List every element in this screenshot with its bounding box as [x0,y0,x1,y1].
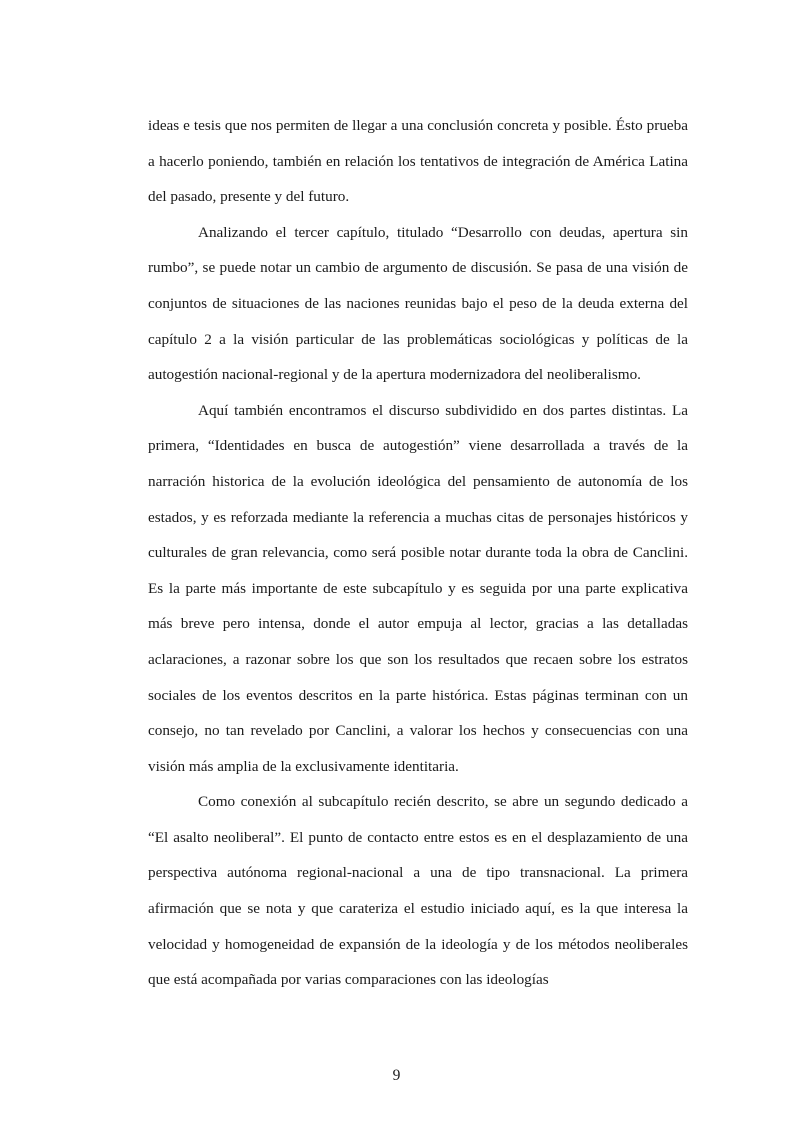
paragraph-1: ideas e tesis que nos permiten de llegar a una conclusión concreta y posible. Ésto prueba a hacerlo poniendo, también en relación los tentativos de integración de América Latina del pasado, presente y del futuro. [148,117,688,206]
paragraph-2: Analizando el tercer capítulo, titulado “Desarrollo con deudas, apertura sin rumbo”, se puede notar un cambio de argumento de discusión. Se pasa de una visión de conjuntos de situaciones de las naciones reunidas bajo el peso de la deuda externa del capítulo 2 a la visión particular de las problemáticas sociológicas y políticas de la autogestión nacional-regional y de la apertura modernizadora del neoliberalismo. [148,223,688,384]
paragraph-4: Como conexión al subcapítulo recién descrito, se abre un segundo dedicado a “El asalto neoliberal”. El punto de contacto entre estos es en el desplazamiento de una perspectiva autónoma regional-nacional a una de tipo transnacional. La primera afirmación que se nota y que carateriza el estudio iniciado aquí, es la que interesa la velocidad y homogeneidad de expansión de la ideología y de los métodos neoliberales que está acompañada por varias comparaciones con las ideologías [148,793,688,989]
page-number: 9 [392,1067,401,1084]
paragraph-3: Aquí también encontramos el discurso subdividido en dos partes distintas. La primera, “Identidades en busca de autogestión” viene desarrollada a través de la narración historica de la evolución ideológica del pensamiento de autonomía de los estados, y es reforzada mediante la referencia a muchas citas de personajes históricos y culturales de gran relevancia, como será posible notar durante toda la obra de Canclini. Es la parte más importante de este subcapítulo y es seguida por una parte explicativa más breve pero intensa, donde el autor empuja al lector, gracias a las detalladas aclaraciones, a razonar sobre los que son los resultados que recaen sobre los estratos sociales de los eventos descritos en la parte histórica. Estas páginas terminan con un consejo, no tan revelado por Canclini, a valorar los hechos y consecuencias con una visión más amplia de la exclusivamente identitaria. [148,401,688,775]
page-body [148,108,688,998]
